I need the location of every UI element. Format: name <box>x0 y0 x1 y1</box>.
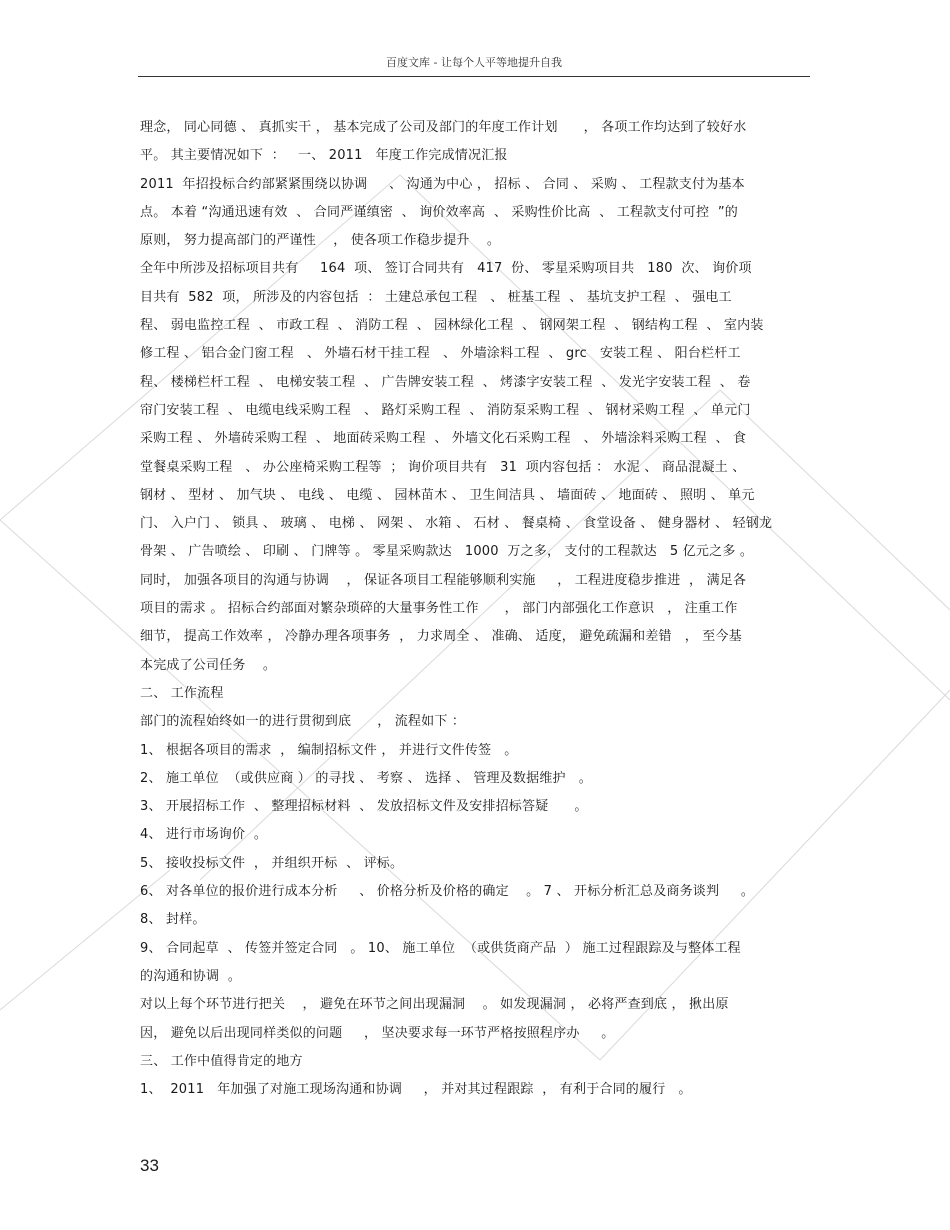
body-line: 点。 本着 “沟通迅速有效 、 合同严谨缜密 、 询价效率高 、 采购性价比高 、 工程款支付可控 ”的 <box>140 204 738 220</box>
body-line: 全年中所涉及招标项目共有 164 项、 签订合同共有 417 份、 零星采购项目共 180 次、 询价项 <box>140 261 752 277</box>
body-line: 程、 弱电监控工程 、 市政工程 、 消防工程 、 园林绿化工程 、 钢网架工程 、 钢结构工程 、 室内装 <box>140 318 764 334</box>
list-item: 6、 对各单位的报价进行成本分析 、 价格分析及价格的确定 。 7 、 开标分析汇总及商务谈判 。 <box>140 884 755 900</box>
body-line: 骨架 、 广告喷绘 、 印刷 、 门牌等 。 零星采购款达 1000 万之多， 支付的工程款达 5 亿元之多 。 <box>140 544 754 560</box>
list-item: 1、 根据各项目的需求 ， 编制招标文件 ， 并进行文件传签 。 <box>140 742 518 758</box>
body-line: 修工程 、 铝合金门窗工程 、 外墙石材干挂工程 、 外墙涂料工程 、 grc 安装工程 、 阳台栏杆工 <box>140 346 741 362</box>
body-line: 原则， 努力提高部门的严谨性 ， 使各项工作稳步提升 。 <box>140 233 501 249</box>
body-line: 帘门安装工程 、 电缆电线采购工程 、 路灯采购工程 、 消防泵采购工程 、 钢材采购工程 、 单元门 <box>140 402 751 418</box>
list-item: 4、 进行市场询价 。 <box>140 827 268 843</box>
body-line: 同时， 加强各项目的沟通与协调 ， 保证各项目工程能够顺利实施 ， 工程进度稳步推进 ， 满足各 <box>140 572 747 588</box>
list-item: 3、 开展招标工作 、 整理招标材料 、 发放招标文件及安排招标答疑 。 <box>140 799 588 815</box>
list-item: 2、 施工单位 （或供应商 ） 的寻找 、 考察 、 选择 、 管理及数据维护 。 <box>140 770 592 786</box>
section-heading: 三、 工作中值得肯定的地方 <box>140 1053 303 1069</box>
body-line: 采购工程 、 外墙砖采购工程 、 地面砖采购工程 、 外墙文化石采购工程 、 外墙涂料采购工程 、 食 <box>140 431 747 447</box>
body-line: 目共有 582 项， 所涉及的内容包括 ： 土建总承包工程 、 桩基工程 、 基坑支护工程 、 强电工 <box>140 289 732 305</box>
body-line: 门、 入户门 、 锁具 、 玻璃 、 电梯 、 网架 、 水箱 、 石材 、 餐桌椅 、 食堂设备 、 健身器材 、 轻钢龙 <box>140 516 773 532</box>
page-number: 33 <box>140 1156 159 1175</box>
list-item: 8、 封样。 <box>140 912 206 928</box>
list-item: 5、 接收投标文件 ， 并组织开标 、 评标。 <box>140 855 404 871</box>
body-line: 因， 避免以后出现同样类似的问题 ， 坚决要求每一环节严格按照程序办 。 <box>140 1025 615 1041</box>
list-item: 9、 合同起草 、 传签并签定合同 。 10、 施工单位 （或供货商产品 ） 施工过程跟踪及与整体工程 <box>140 940 741 956</box>
body-line: 钢材 、 型材 、 加气块 、 电线 、 电缆 、 园林苗木 、 卫生间洁具 、 墙面砖 、 地面砖 、 照明 、 单元 <box>140 487 755 503</box>
list-item: 1、 2011 年加强了对施工现场沟通和协调 ， 并对其过程跟踪 ， 有利于合同的履行 。 <box>140 1082 692 1098</box>
body-line: 堂餐桌采购工程 、 办公座椅采购工程等 ； 询价项目共有 31 项内容包括 ： 水泥 、 商品混凝土 、 <box>140 459 746 475</box>
body-line: 细节， 提高工作效率 ， 冷静办理各项事务 ， 力求周全 、 准确、 适度， 避免疏漏和差错 ， 至今基 <box>140 629 742 645</box>
body-line: 本完成了公司任务 。 <box>140 657 277 673</box>
body-line: 程、 楼梯栏杆工程 、 电梯安装工程 、 广告牌安装工程 、 烤漆字安装工程 、 发光字安装工程 、 卷 <box>140 374 751 390</box>
body-line: 项目的需求 。 招标合约部面对繁杂琐碎的大量事务性工作 ， 部门内部强化工作意识 ， 注重工作 <box>140 601 738 617</box>
page-header: 百度文库 - 让每个人平等地提升自我 <box>138 54 810 77</box>
list-item: 的沟通和协调 。 <box>140 968 242 984</box>
body-line: 2011 年招投标合约部紧紧围绕以协调 、 沟通为中心 ， 招标 、 合同 、 采购 、 工程款支付为基本 <box>140 176 745 192</box>
body-line: 理念， 同心同德 、 真抓实干 ， 基本完成了公司及部门的年度工作计划 ， 各项工作均达到了较好水 <box>140 120 747 135</box>
body-line: 对以上每个环节进行把关 ， 避免在环节之间出现漏洞 。 如发现漏洞 ， 必将严查到底 ， 揪出原 <box>140 997 729 1013</box>
document-body <box>140 114 810 1104</box>
body-line: 平。 其主要情况如下 ： 一、 2011 年度工作完成情况汇报 <box>140 148 508 164</box>
body-line: 部门的流程始终如一的进行贯彻到底 ， 流程如下 ： <box>140 714 466 730</box>
section-heading: 二、 工作流程 <box>140 685 224 701</box>
